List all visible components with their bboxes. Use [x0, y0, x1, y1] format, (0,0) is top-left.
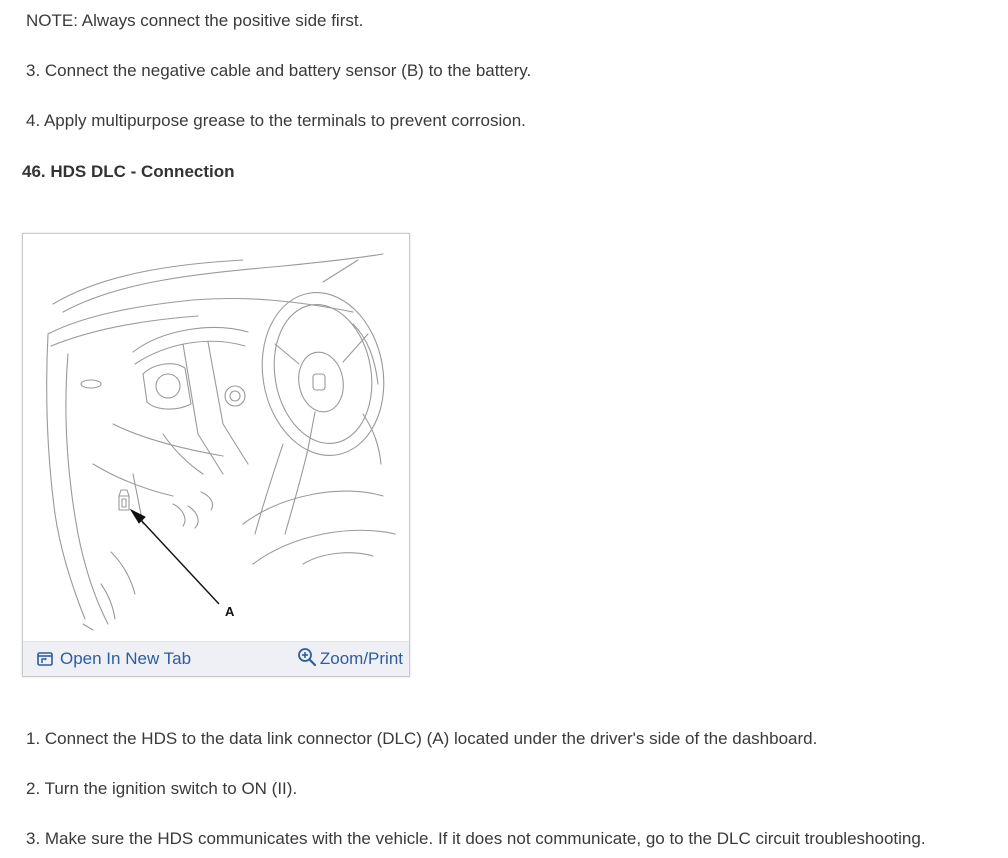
note-text: NOTE: Always connect the positive side first.: [26, 11, 364, 30]
step-text: 2. Turn the ignition switch to ON (II).: [26, 779, 298, 798]
dlc-location-figure: [22, 233, 410, 677]
figure-toolbar: [23, 641, 409, 676]
magnifier-plus-icon: [297, 647, 317, 667]
open-in-new-tab-link[interactable]: [37, 649, 191, 669]
open-in-new-tab-label: Open In New Tab: [60, 649, 192, 668]
zoom-print-label: Zoom/Print: [319, 649, 403, 668]
open-new-tab-icon: [37, 652, 53, 666]
step-text: 3. Connect the negative cable and battery sensor (B) to the battery.: [26, 61, 532, 80]
zoom-print-link[interactable]: [297, 649, 403, 669]
dashboard-illustration: [23, 234, 409, 642]
step-text: 4. Apply multipurpose grease to the terminals to prevent corrosion.: [26, 111, 526, 130]
callout-label-a: A: [225, 604, 235, 619]
section-title: 46. HDS DLC - Connection: [22, 162, 235, 181]
step-text: 1. Connect the HDS to the data link connector (DLC) (A) located under the driver's side of the dashboard.: [26, 729, 818, 748]
callout-arrow: [131, 510, 219, 604]
step-text: 3. Make sure the HDS communicates with the vehicle. If it does not communicate, go to the DLC circuit troubleshooting.: [26, 829, 926, 848]
